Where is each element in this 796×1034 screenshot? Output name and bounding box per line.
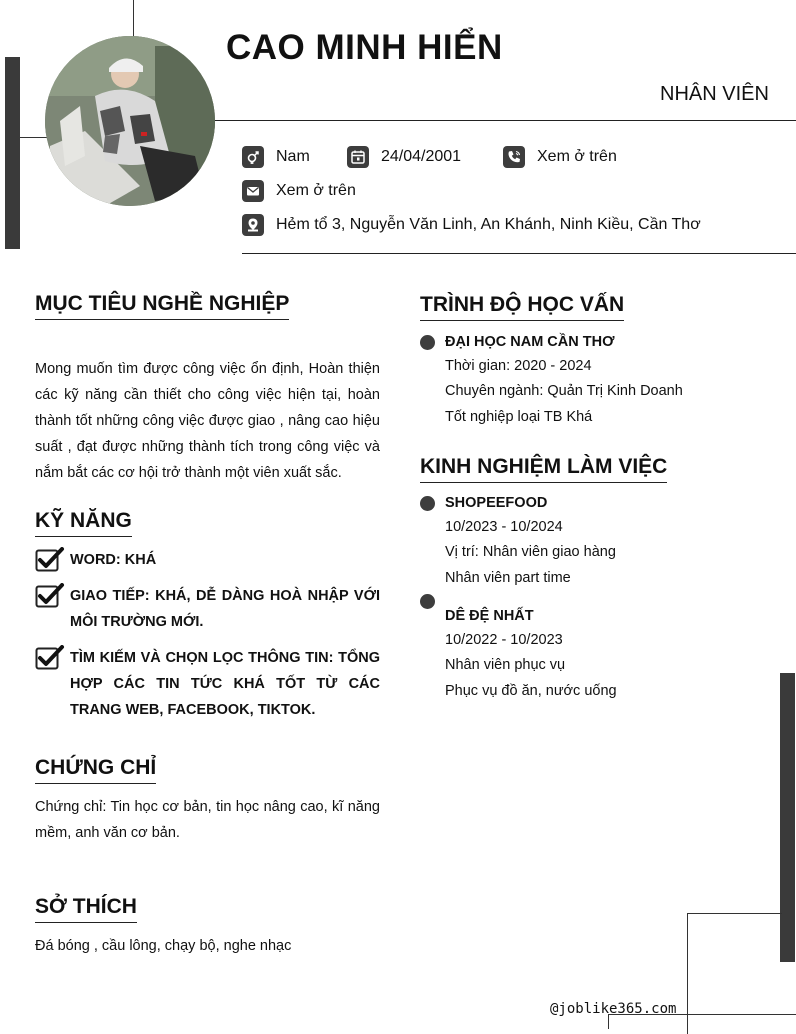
education-heading: TRÌNH ĐỘ HỌC VẤN (420, 293, 624, 321)
checkbox-icon (35, 547, 65, 573)
job-detail: Nhân viên phục vụ (445, 657, 566, 673)
job-detail: Phục vụ đồ ăn, nước uống (445, 683, 617, 699)
birthday-item (347, 146, 461, 168)
contact-divider (242, 253, 796, 254)
skill-item (35, 547, 380, 573)
experience-heading: KINH NGHIỆM LÀM VIỆC (420, 455, 667, 483)
certificates-heading: CHỨNG CHỈ (35, 756, 156, 784)
bullet-dot (420, 496, 435, 511)
skills-heading: KỸ NĂNG (35, 509, 132, 537)
checkbox-icon (35, 583, 65, 609)
full-name: CAO MINH HIỂN (226, 28, 503, 67)
education-period: Thời gian: 2020 - 2024 (445, 358, 592, 374)
education-major: Chuyên ngành: Quản Trị Kinh Doanh (445, 383, 683, 399)
name-divider (214, 120, 796, 121)
left-accent-bar (5, 57, 20, 249)
email-item (242, 180, 356, 202)
email-icon (242, 180, 264, 202)
education-grade: Tốt nghiệp loại TB Khá (445, 409, 593, 425)
hobbies-heading: SỞ THÍCH (35, 895, 137, 923)
gender-value: Nam (276, 148, 310, 165)
job-detail: Nhân viên part time (445, 570, 571, 586)
address-item (242, 214, 701, 236)
skill-label: TÌM KIẾM VÀ CHỌN LỌC THÔNG TIN: TỔNG HỢP CÁC TIN TỨC KHÁ TỐT TỪ CÁC TRANG WEB, FACEBOOK, TIKTOK. (70, 650, 380, 718)
phone-icon (503, 146, 525, 168)
corner-frame (687, 913, 782, 1034)
objective-heading: MỤC TIÊU NGHỀ NGHIỆP (35, 292, 289, 320)
skill-item (35, 583, 380, 635)
job-period: 10/2022 - 10/2023 (445, 632, 563, 648)
birthday-value: 24/04/2001 (381, 148, 462, 165)
phone-item (503, 146, 617, 168)
bullet-dot (420, 335, 435, 350)
skill-label: GIAO TIẾP: KHÁ, DỄ DÀNG HOÀ NHẬP VỚI MÔI TRƯỜNG MỚI. (70, 588, 380, 630)
job-title: NHÂN VIÊN (660, 83, 769, 105)
bullet-dot (420, 594, 435, 609)
hobbies-text: Đá bóng , cầu lông, chạy bộ, nghe nhạc (35, 938, 292, 954)
objective-text: Mong muốn tìm được công việc ổn định, Hoàn thiện các kỹ năng cần thiết cho công việc hiện tại, hoàn thành tốt những công việc được giao , nâng cao hiệu suất , đạt được những thành tích trong công việc và nắm bắt các cơ hội trở thành một viên xuất sắc. (35, 361, 380, 481)
job-detail: Vị trí: Nhân viên giao hàng (445, 544, 616, 560)
profile-photo (45, 36, 215, 206)
skill-label: WORD: KHÁ (70, 552, 157, 568)
gender-item (242, 146, 310, 168)
certificates-text: Chứng chỉ: Tin học cơ bản, tin học nâng cao, kĩ năng mềm, anh văn cơ bản. (35, 799, 380, 841)
phone-value: Xem ở trên (537, 148, 617, 165)
location-icon (242, 214, 264, 236)
skill-item (35, 645, 380, 723)
job-company: SHOPEEFOOD (445, 495, 548, 511)
job-company: DÊ ĐỆ NHẤT (445, 608, 534, 624)
top-divider-line (133, 0, 134, 38)
gender-icon (242, 146, 264, 168)
email-value: Xem ở trên (276, 182, 356, 199)
watermark: @joblike365.com (550, 1001, 677, 1017)
checkbox-icon (35, 645, 65, 671)
right-accent-bar (780, 673, 795, 962)
address-value: Hẻm tổ 3, Nguyễn Văn Linh, An Khánh, Ninh Kiều, Cần Thơ (276, 216, 701, 233)
photo-connector-line (20, 137, 48, 138)
job-period: 10/2023 - 10/2024 (445, 519, 563, 535)
school-name: ĐẠI HỌC NAM CẦN THƠ (445, 334, 615, 350)
calendar-icon (347, 146, 369, 168)
